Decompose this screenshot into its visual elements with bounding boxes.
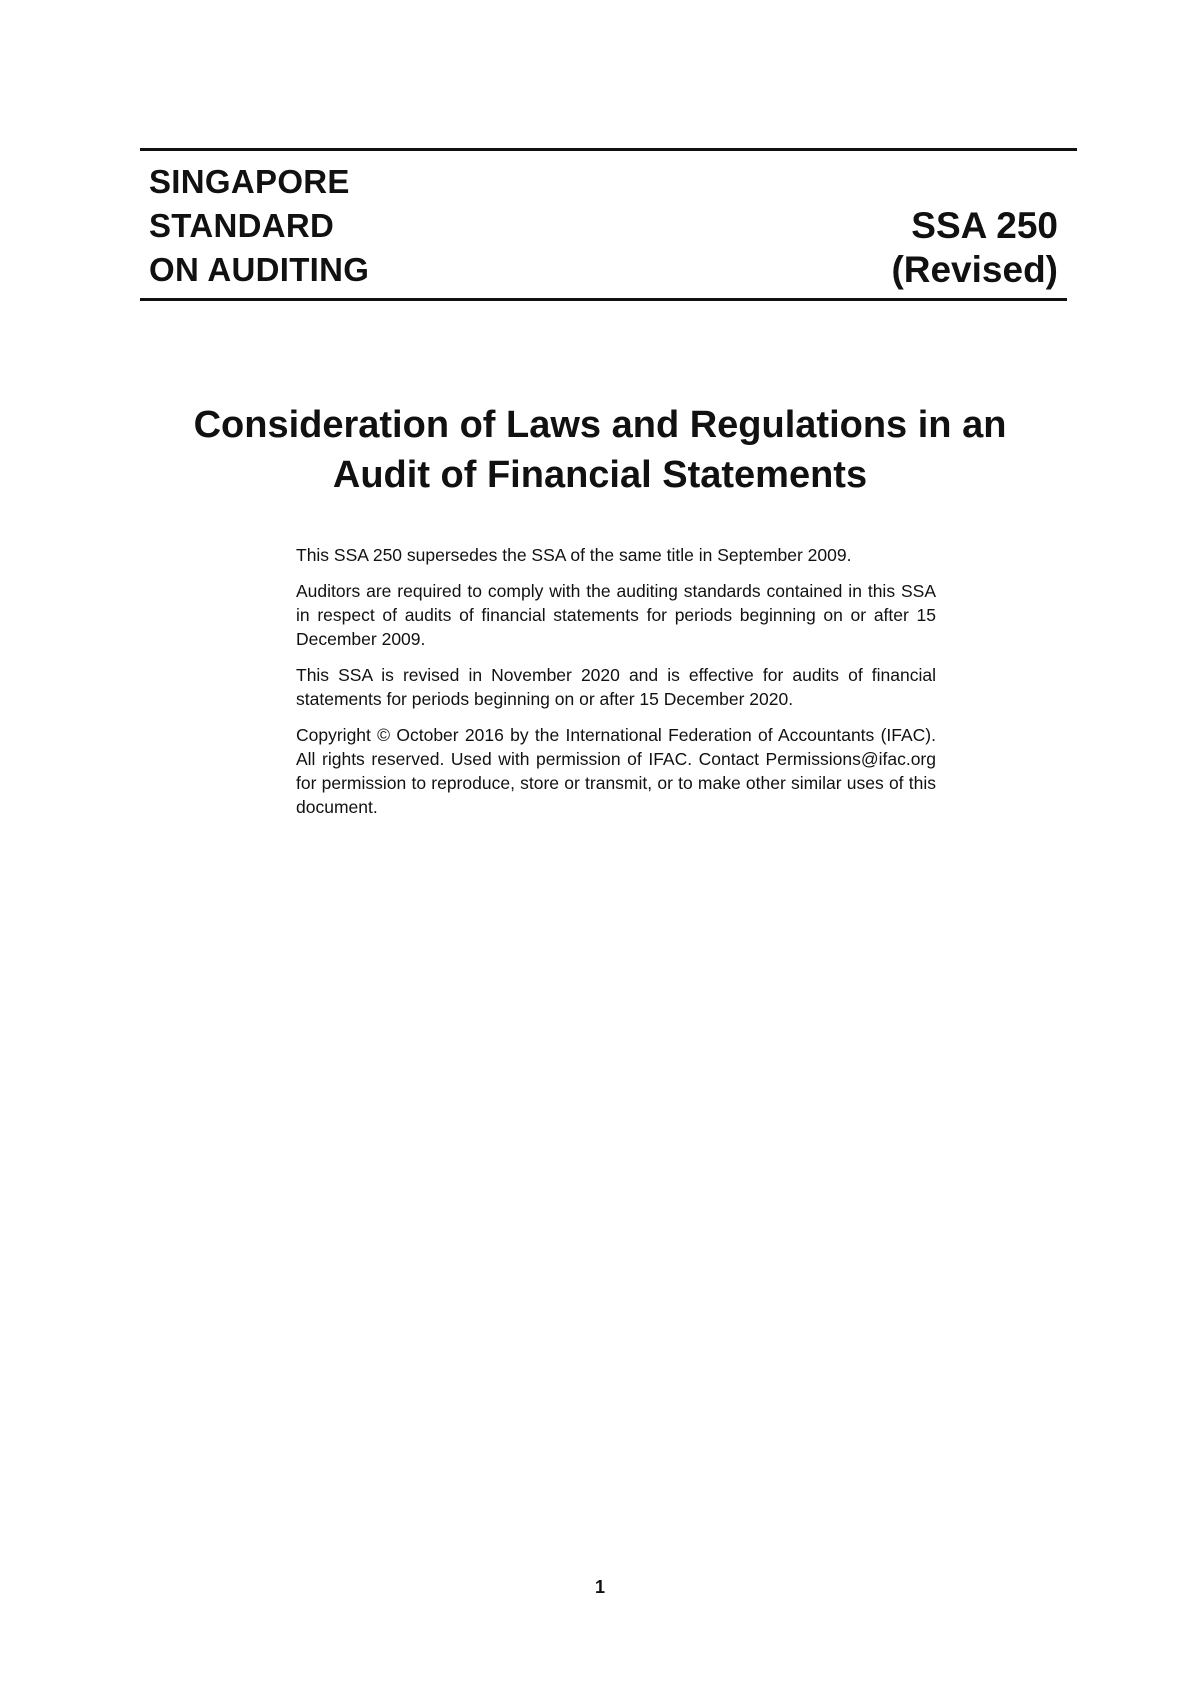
standard-name-line-3: ON AUDITING: [149, 251, 370, 288]
standard-code-block: [891, 204, 1058, 292]
revision-label: (Revised): [891, 249, 1058, 290]
document-title-line-2: Audit of Financial Statements: [332, 454, 868, 496]
preamble: [296, 543, 936, 831]
revision-paragraph: This SSA is revised in November 2020 and is effective for audits of financial statements for periods beginning on or after 15 December 2020.: [296, 665, 936, 709]
bottom-rule: [140, 298, 1067, 301]
page-number: 1: [594, 1577, 605, 1597]
standard-code: SSA 250: [911, 205, 1058, 246]
standard-name-line-2: STANDARD: [149, 207, 335, 244]
top-rule: [140, 148, 1077, 151]
standard-name-line-1: SINGAPORE: [149, 163, 350, 200]
standard-name: [149, 160, 369, 292]
document-title: [120, 400, 1080, 500]
supersedes-paragraph: This SSA 250 supersedes the SSA of the same title in September 2009.: [296, 545, 852, 565]
copyright-paragraph: Copyright © October 2016 by the International Federation of Accountants (IFAC). All rights reserved. Used with permission of IFAC. Contact Permissions@ifac.org for permission to reproduce, store or transmit, or to make other similar uses of this document.: [296, 725, 936, 817]
document-title-line-1: Consideration of Laws and Regulations in an: [193, 404, 1007, 446]
compliance-paragraph: Auditors are required to comply with the auditing standards contained in this SSA in respect of audits of financial statements for periods beginning on or after 15 December 2009.: [296, 581, 936, 649]
